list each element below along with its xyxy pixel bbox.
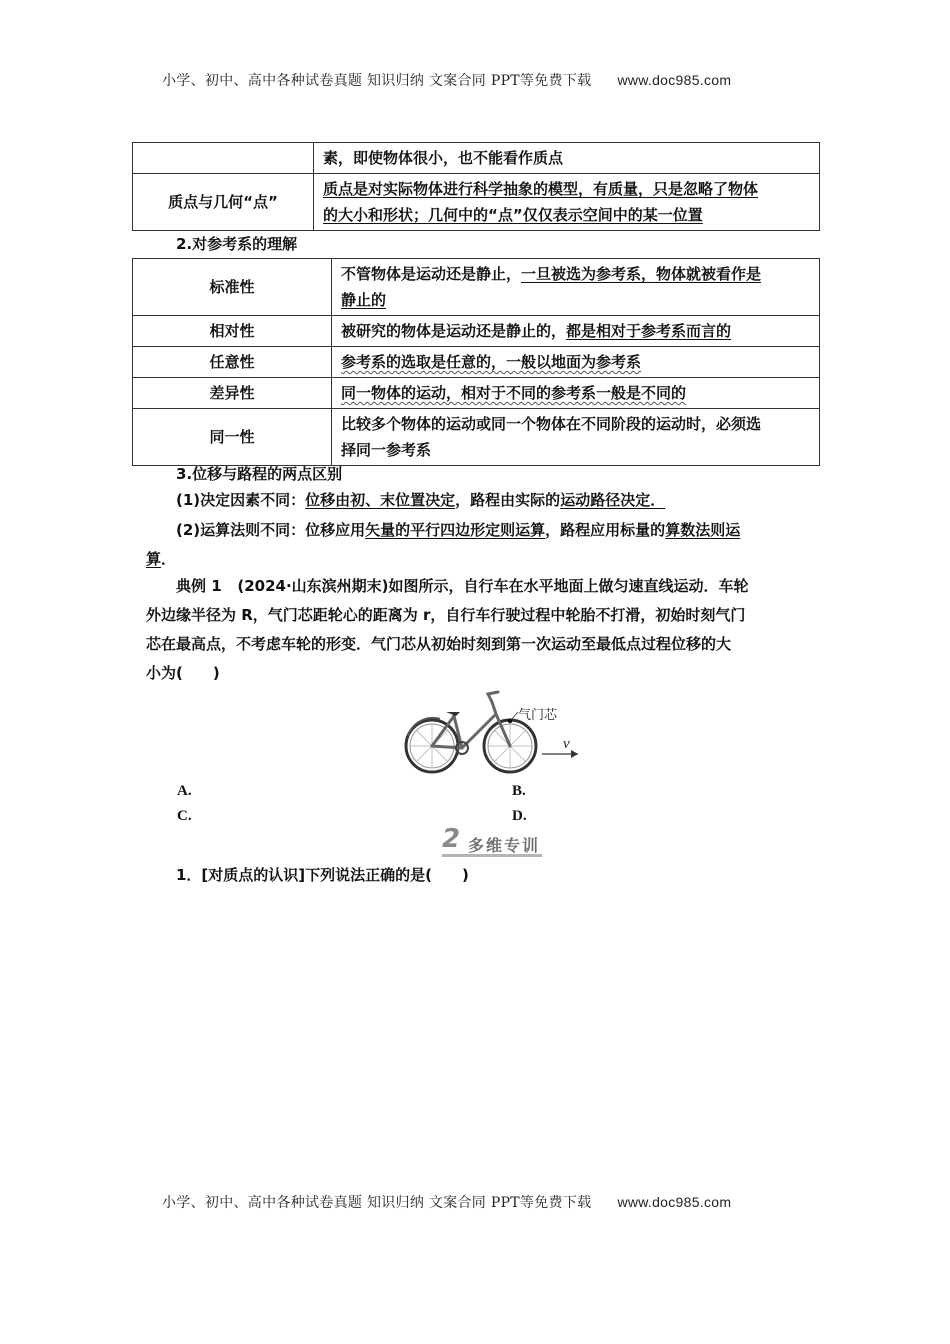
cell-text: 择同一参考系 xyxy=(341,441,432,459)
valve-core-label: 气门芯 xyxy=(518,708,558,723)
text: 如图所示，自行车在水平地面上做匀速直线运动．车轮 xyxy=(388,577,749,595)
underlined-text: 参考系的选取是任意的，一般以地面为参考系 xyxy=(341,353,642,371)
underlined-text: 都是相对于参考系而言的 xyxy=(566,322,732,340)
table-key: 质点与几何“点” xyxy=(133,174,314,231)
page-footer xyxy=(162,1192,731,1212)
header-url: www.doc985.com xyxy=(617,72,732,88)
underlined-text: 矢量的平行四边形定则运算 xyxy=(365,521,546,539)
option-a: A. xyxy=(177,783,192,799)
table-row xyxy=(133,347,820,378)
point-mass-table xyxy=(132,142,820,231)
underlined-text: 一旦被选为参考系，物体就被看作是 xyxy=(521,265,762,283)
table-cell xyxy=(314,174,820,231)
option-c: C. xyxy=(177,808,192,824)
bicycle-icon xyxy=(400,688,584,776)
cell-text: 被研究的物体是运动还是静止的， xyxy=(341,322,567,340)
table-row xyxy=(133,259,820,316)
table-key: 同一性 xyxy=(133,409,332,466)
text: 外边缘半径为 R，气门芯距轮心的距离为 r，自行车行驶过程中轮胎不打滑，初始时刻气门 xyxy=(146,606,746,624)
text: 芯在最高点，不考虑车轮的形变．气门芯从初始时刻到第一次运动至最低点过程位移的大 xyxy=(146,635,732,653)
banner-text: 多维专训 xyxy=(468,836,541,855)
table-key: 任意性 xyxy=(133,347,332,378)
underlined-text: 的大小和形状；几何中的“点”仅仅表示空间中的某一位置 xyxy=(323,206,703,224)
underlined-text: 静止的 xyxy=(341,291,387,309)
table-row xyxy=(133,409,820,466)
banner-number: 2 xyxy=(442,824,461,854)
paragraph-2 xyxy=(146,516,816,574)
example-label: 典例 1 xyxy=(176,577,222,595)
paragraph-1 xyxy=(176,486,665,515)
option-b: B. xyxy=(512,783,526,799)
text: (2)运算法则不同：位移应用 xyxy=(176,521,366,539)
reference-frame-table xyxy=(132,258,820,466)
underlined-text: 质点是对实际物体进行科学抽象的模型，有质量，只是忽略了物体 xyxy=(323,180,759,198)
underlined-text: 算数法则运 xyxy=(665,521,741,539)
table-row xyxy=(133,174,820,231)
table-cell xyxy=(332,378,820,409)
table-cell xyxy=(332,347,820,378)
table-key: 差异性 xyxy=(133,378,332,409)
section-title: 3.位移与路程的两点区别 xyxy=(176,465,343,483)
underlined-text: 运动路径决定． xyxy=(560,491,666,509)
underlined-text: 位移由初、末位置决定 xyxy=(305,491,456,509)
bicycle-figure xyxy=(400,688,584,776)
table-row xyxy=(133,143,820,174)
text: ． xyxy=(161,550,177,568)
option-d: D. xyxy=(512,808,527,824)
text: ，路程由实际的 xyxy=(455,491,561,509)
underlined-text: 算 xyxy=(146,550,162,568)
example-problem xyxy=(146,572,818,688)
table-cell xyxy=(332,259,820,316)
underlined-text: 同一物体的运动，相对于不同的参考系一般是不同的 xyxy=(341,384,687,402)
text: ，路程应用标量的 xyxy=(545,521,666,539)
section-title: 2.对参考系的理解 xyxy=(176,235,298,253)
page-header xyxy=(162,70,731,90)
footer-url: www.doc985.com xyxy=(617,1194,732,1210)
question-1: 1．[对质点的认识]下列说法正确的是( ) xyxy=(176,866,469,884)
cell-text: 比较多个物体的运动或同一个物体在不同阶段的运动时，必须选 xyxy=(341,415,762,433)
table-key: 标准性 xyxy=(133,259,332,316)
table-row xyxy=(133,378,820,409)
footer-text: 小学、初中、高中各种试卷真题 知识归纳 文案合同 PPT等免费下载 xyxy=(162,1195,592,1211)
text: (1)决定因素不同： xyxy=(176,491,306,509)
table-cell: 素，即使物体很小，也不能看作质点 xyxy=(314,143,820,174)
table-row xyxy=(133,316,820,347)
table-key: 相对性 xyxy=(133,316,332,347)
example-source: (2024·山东滨州期末) xyxy=(237,577,389,595)
section-banner xyxy=(438,824,544,858)
velocity-label: v xyxy=(563,736,570,752)
cell-text: 不管物体是运动还是静止， xyxy=(341,265,522,283)
text: 小为( ) xyxy=(146,664,220,682)
header-text: 小学、初中、高中各种试卷真题 知识归纳 文案合同 PPT等免费下载 xyxy=(162,73,592,89)
table-cell xyxy=(332,316,820,347)
table-cell xyxy=(332,409,820,466)
table-cell-empty xyxy=(133,143,314,174)
